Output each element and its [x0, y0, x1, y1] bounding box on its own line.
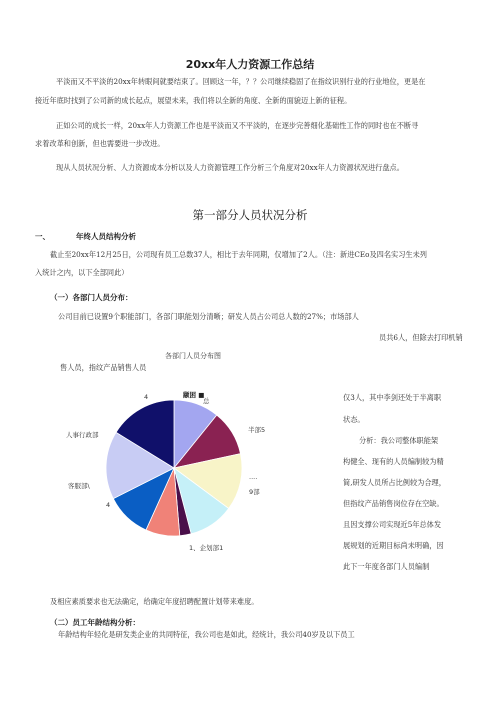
age-text-line-1: 年龄结构年轻化是研发类企业的共同特征，我公司也是如此，经统计，我公司40岁及以下员工	[58, 630, 355, 639]
pie-label-top: 颛困 ■	[183, 391, 205, 399]
doc-title: 20xx年人力资源工作总结	[185, 58, 315, 71]
pie-label-left-3: 人事行政部	[66, 431, 99, 439]
pie-label-right-3: 9部	[249, 488, 260, 496]
pie-slices	[106, 400, 242, 536]
subsection-dept: （一）各部门人员分布：	[50, 293, 133, 302]
intro-line-2: 接近年底时找到了公司新的成长起点，展望未来，我们将以全新的角度、全新的面貌迈上新的征程。	[35, 96, 352, 105]
right-col-line-8: 展规划的近期目标尚未明确，因	[343, 541, 444, 550]
dept-text-line-2: 售人员，指纹产品销售人员	[60, 363, 147, 372]
section1-title: 年终人员结构分析	[76, 232, 136, 241]
pie-label-top-right: 总	[203, 397, 210, 405]
right-col-line-4: 构健全、现有的人员编制较为精	[343, 457, 444, 466]
right-col-line-1: 仅3人，其中李剑还处于半离职	[343, 393, 442, 402]
after-chart-line: 及相应素质要求也无法确定，给确定年度招聘配置计划带来难度。	[50, 597, 259, 606]
right-col-line-7: 且因支撑公司实现近5年总体发	[343, 520, 442, 529]
pie-label-left-2: 4	[106, 501, 111, 509]
right-col-line-9: 此下一年度各部门人员编制	[343, 562, 430, 571]
intro-line-4: 求着改革和创新，但也需要进一步改进。	[35, 139, 165, 148]
right-col-line-6: 但指纹产品销售岗位存在空缺。	[343, 499, 444, 508]
pie-label-bottom: 1、企划部1	[189, 544, 224, 552]
dept-text-line-1: 公司目前已设置9个职能部门，各部门职能划分清晰；研发人员占公司总人数的27%；市场部人	[58, 312, 359, 321]
intro-line-3: 正如公司的成长一样，20xx年人力资源工作也是平淡而又不平淡的，在逐步完善细化基础性工作的同时也在不断寻	[56, 121, 419, 130]
right-col-line-5: 简,研发人员所占比例较为合理，	[343, 478, 446, 487]
chart-title: 各部门人员分布图	[165, 352, 221, 360]
right-col-line-2: 状态。	[343, 415, 365, 424]
intro-line-1: 平淡而又不平淡的20xx年转眼间就要结束了。回顾这一年，？？公司继续稳固了在指纹识别行业的行业地位，更是在	[56, 77, 426, 86]
pie-label-right-1: 半部5	[248, 426, 266, 434]
pie-label-left-4: 4	[144, 393, 149, 401]
dept-text-line-1b: 员共6人，但除去打印机销	[379, 333, 463, 342]
dept-pie-chart	[50, 345, 340, 565]
subsection-age: （二）员工年龄结构分析：	[50, 618, 140, 627]
pie-label-left-1: 客服部\	[68, 482, 90, 490]
section1-number: 一、	[35, 232, 50, 241]
part1-heading: 第一部分人员状况分析	[192, 208, 308, 222]
section1-line-1: 截止至20xx年12月25日，公司现有员工总数37人，相比于去年同期，仅增加了2人。（注：新进CEo及四名实习生未列	[50, 250, 427, 259]
section1-line-2: 入统计之内，以下全部同此）	[35, 268, 129, 277]
intro-line-5: 现从人员状况分析、人力资源成本分析以及人力资源管理工作分析三个角度对20xx年人力资源状况进行盘点。	[56, 163, 404, 172]
pie-label-right-2: ....	[249, 473, 258, 481]
right-col-line-3: 分析：我公司整体职能架	[359, 436, 439, 445]
